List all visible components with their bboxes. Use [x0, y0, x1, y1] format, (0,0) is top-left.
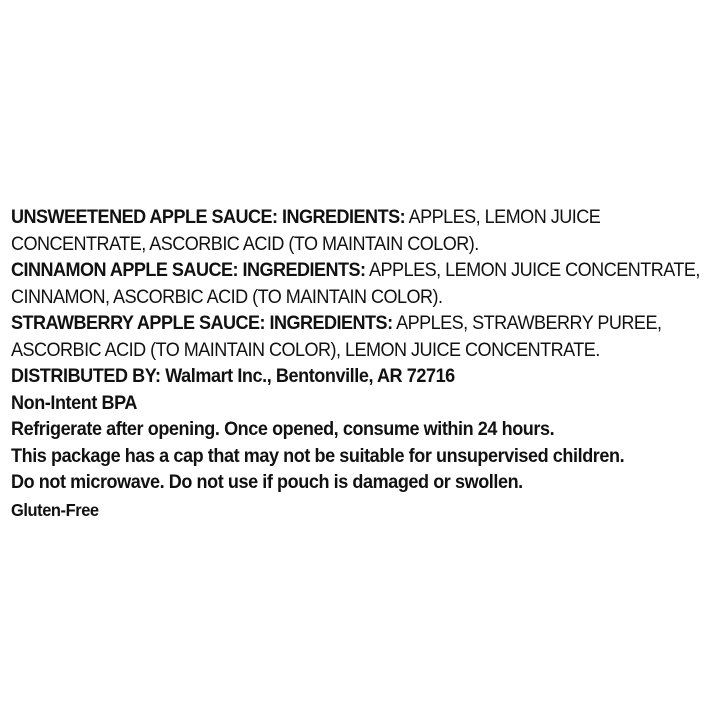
ingredients-heading: UNSWEETENED APPLE SAUCE: INGREDIENTS:	[11, 207, 406, 228]
ingredients-unsweetened	[11, 205, 711, 258]
distributor-line: DISTRIBUTED BY: Walmart Inc., Bentonville, AR 72716	[11, 366, 455, 387]
ingredients-heading: CINNAMON APPLE SAUCE: INGREDIENTS:	[11, 260, 366, 281]
refrigerate-instruction: Refrigerate after opening. Once opened, consume within 24 hours.	[11, 419, 555, 440]
cap-warning: This package has a cap that may not be suitable for unsupervised children.	[11, 445, 625, 467]
ingredients-list: APPLES, LEMON JUICE CONCENTRATE,	[365, 260, 700, 281]
ingredients-heading: STRAWBERRY APPLE SAUCE: INGREDIENTS:	[11, 313, 393, 334]
ingredients-list-continued: ASCORBIC ACID (TO MAINTAIN COLOR), LEMON JUICE CONCENTRATE.	[11, 339, 600, 361]
ingredients-list-continued: CONCENTRATE, ASCORBIC ACID (TO MAINTAIN COLOR).	[11, 233, 479, 255]
gluten-free-claim: Gluten-Free	[11, 499, 99, 520]
ingredients-list-continued: CINNAMON, ASCORBIC ACID (TO MAINTAIN COLOR).	[11, 286, 443, 308]
ingredients-line	[11, 311, 669, 338]
bpa-statement: Non-Intent BPA	[11, 392, 137, 414]
ingredients-strawberry	[11, 311, 711, 364]
ingredients-line	[11, 205, 669, 232]
product-label-text	[11, 205, 711, 523]
microwave-warning: Do not microwave. Do not use if pouch is damaged or swollen.	[11, 472, 523, 493]
ingredients-list: APPLES, LEMON JUICE	[405, 207, 601, 228]
ingredients-line	[11, 258, 700, 285]
ingredients-list: APPLES, STRAWBERRY PUREE,	[392, 313, 662, 334]
ingredients-cinnamon	[11, 258, 711, 311]
